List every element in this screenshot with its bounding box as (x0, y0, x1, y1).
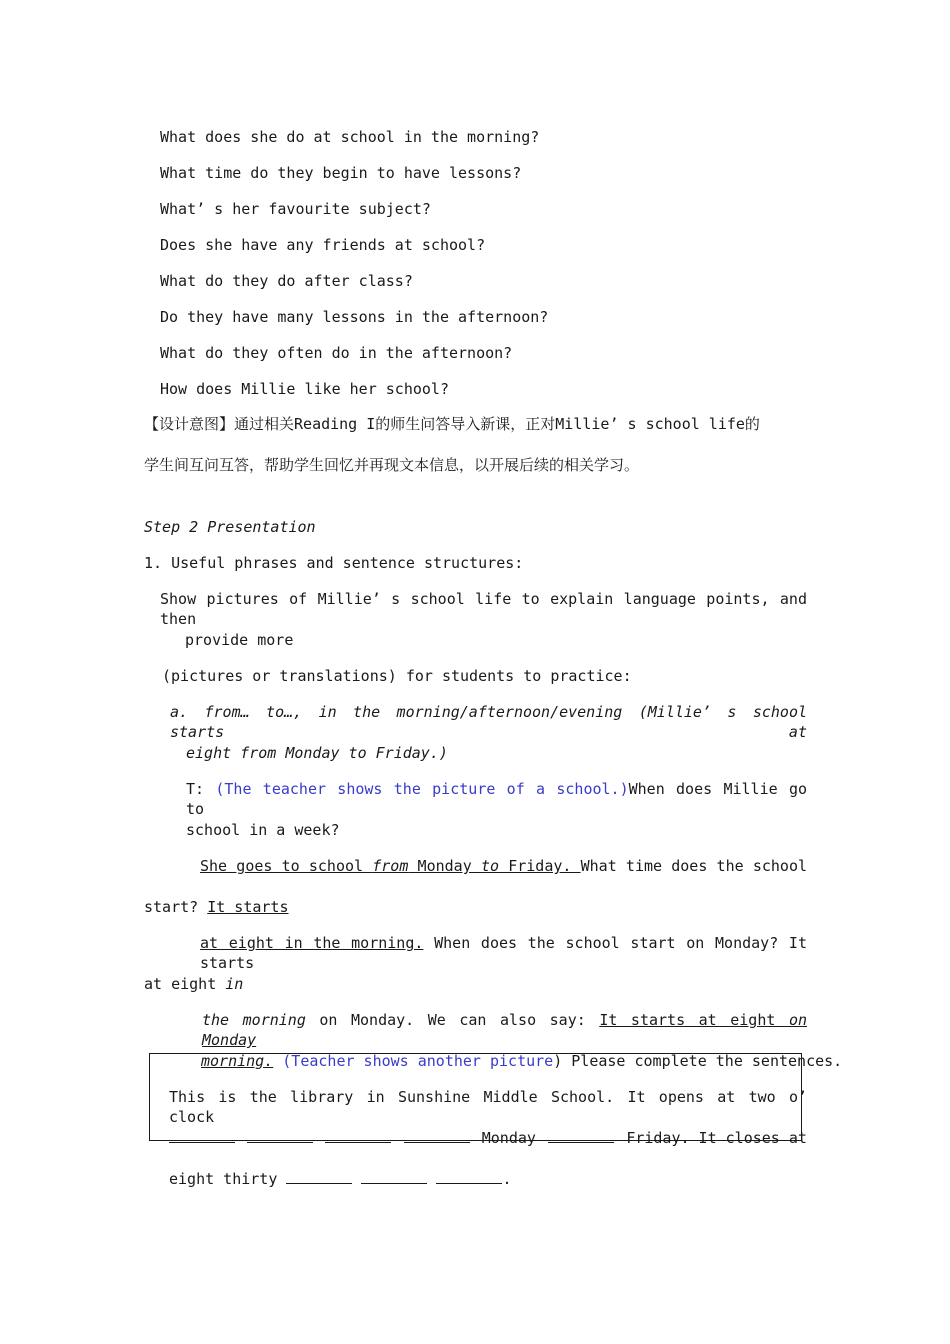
question-4: Does she have any friends at school? (160, 236, 486, 254)
show-pictures-line: Show pictures of Millie’ s school life to explain language points, and then (160, 590, 807, 628)
blank-7[interactable] (361, 1169, 427, 1184)
morning-line: the morning on Monday. We can also say: It starts at eight on Monday (202, 1011, 807, 1049)
blank-2[interactable] (247, 1128, 313, 1143)
answer-underlined: She goes to school from Monday to Friday. (200, 857, 581, 875)
at-eight-line: at eight in (144, 975, 244, 993)
exercise-line-3: eight thirty . (169, 1170, 512, 1188)
question-1: What does she do at school in the morning? (160, 128, 540, 146)
design-intent-line-2: 学生间互问互答，帮助学生回忆并再现文本信息，以开展后续的相关学习。 (144, 456, 640, 474)
question-3: What’ s her favourite subject? (160, 200, 431, 218)
blank-6[interactable] (286, 1169, 352, 1184)
blank-8[interactable] (436, 1169, 502, 1184)
exercise-monday: Monday (481, 1129, 536, 1147)
answer-line-1 (200, 856, 807, 876)
exercise-line-2 (169, 1128, 807, 1148)
eight-line: at eight in the morning. When does the school start on Monday? It starts (200, 934, 807, 972)
step-2-heading: Step 2 Presentation (144, 518, 316, 536)
point-a-line-2: eight from Monday to Friday.) (186, 744, 448, 762)
teacher-question: When does Millie go to (186, 780, 807, 818)
teacher-line (186, 779, 807, 819)
question-2: What time do they begin to have lessons? (160, 164, 522, 182)
item-1-heading: 1. Useful phrases and sentence structures: (144, 554, 524, 572)
exercise-friday: Friday. It closes at (626, 1129, 807, 1147)
teacher-action: (The teacher shows the picture of a school.) (215, 780, 629, 798)
question-8: How does Millie like her school? (160, 380, 449, 398)
question-5: What do they do after class? (160, 272, 413, 290)
morning-2-line: morning. (Teacher shows another picture) Please complete the sentences. (201, 1052, 843, 1070)
blank-4[interactable] (404, 1128, 470, 1143)
blank-1[interactable] (169, 1128, 235, 1143)
show-pictures-line-2: provide more (185, 631, 294, 649)
design-intent-line-1: 【设计意图】通过相关Reading I的师生问答导入新课，正对Millie’ s school life的 (144, 415, 760, 433)
answer-question: What time does the school (580, 857, 808, 875)
blank-3[interactable] (325, 1128, 391, 1143)
exercise-line-1: This is the library in Sunshine Middle School. It opens at two o’ clock (169, 1088, 807, 1126)
teacher-line-2: school in a week? (186, 821, 340, 839)
question-6: Do they have many lessons in the afternoon? (160, 308, 549, 326)
question-7: What do they often do in the afternoon? (160, 344, 513, 362)
show-pictures-line-3: (pictures or translations) for students to practice: (162, 667, 632, 685)
point-a-line-1: a. from… to…, in the morning/afternoon/evening (Millie’ s school starts at (170, 703, 807, 741)
start-line: start? It starts (144, 898, 289, 916)
blank-5[interactable] (548, 1128, 614, 1143)
teacher-label: T: (186, 780, 216, 798)
